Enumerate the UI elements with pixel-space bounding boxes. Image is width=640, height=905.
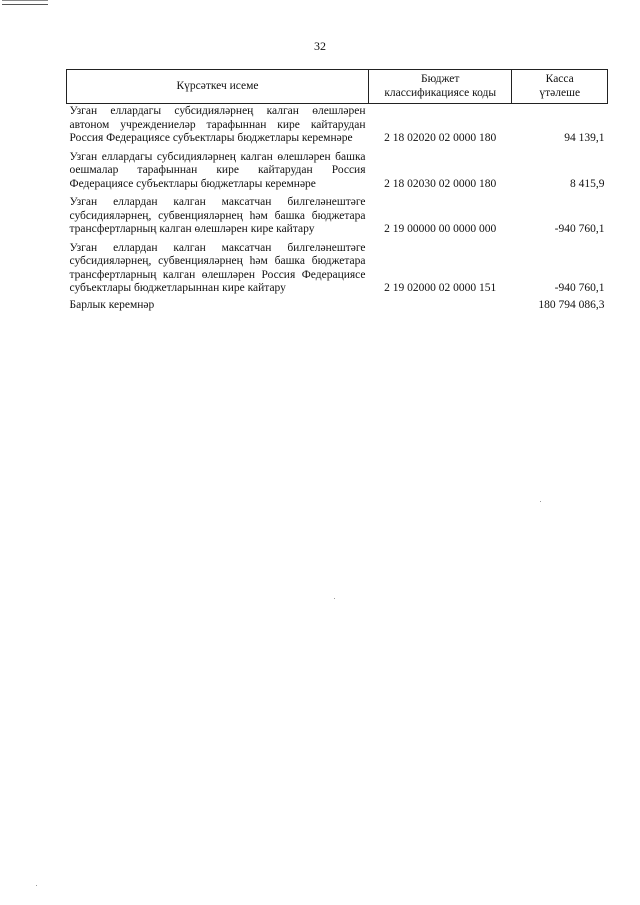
table-row	[67, 104, 608, 149]
table-header-row	[67, 70, 608, 104]
row-amount: 94 139,1	[564, 132, 605, 144]
row-indicator-name: Узган еллардан калган максатчан билгеләнештәге субсидияләрнең, субвенцияләрнең һәм башка бюджетара трансфертларның калган өлешләрен кире кайтару	[69, 196, 366, 235]
scan-corner-mark	[2, 0, 48, 5]
scan-speck	[36, 885, 37, 886]
row-indicator-name: Узган еллардагы субсидияләрнең калган өлешләрен башка оешмалар тарафыннан кире кайтарудан Россия Федерациясе субъектлары бюджетлары керемнәре	[69, 150, 366, 190]
header-cash-execution	[512, 70, 608, 104]
header-budget-code-line2: классификациясе коды	[384, 86, 497, 99]
table-row	[67, 149, 608, 195]
row-budget-code: 2 19 00000 00 0000 000	[384, 223, 497, 235]
total-label: Барлык керемнәр	[69, 298, 155, 311]
header-cash-execution-line2: үтәлеше	[539, 86, 581, 99]
header-budget-code	[369, 70, 512, 104]
row-indicator-name: Узган еллардагы субсидияләрнең калган өлешләрен автоном учреждениеләр тарафыннан кире кайтарудан Россия Федерациясе субъектлары бюджетлары керемнәре	[69, 105, 366, 144]
header-cash-execution-line1: Касса	[545, 73, 574, 85]
row-budget-code: 2 18 02030 02 0000 180	[384, 177, 497, 190]
row-budget-code: 2 19 02000 02 0000 151	[384, 282, 497, 294]
row-budget-code: 2 18 02020 02 0000 180	[384, 132, 497, 144]
table-row	[67, 240, 608, 299]
header-indicator-name-label: Күрсәткеч исеме	[176, 79, 259, 92]
total-code-empty	[369, 299, 512, 313]
budget-table	[66, 69, 608, 312]
page-number: 32	[314, 39, 326, 53]
header-indicator-name	[67, 70, 369, 104]
scan-speck	[334, 598, 335, 599]
scan-speck	[540, 501, 541, 502]
row-amount: -940 760,1	[554, 282, 605, 294]
row-indicator-name: Узган еллардан калган максатчан билгеләнештәге субсидияләрнең, субвенцияләрнең һәм башка бюджетара трансфертларның калган өлешләрен Россия Федерациясе субъектлары бюджетларыннан кире кайтару	[69, 241, 366, 294]
row-amount: -940 760,1	[554, 223, 605, 235]
row-amount: 8 415,9	[570, 177, 605, 190]
table-row	[67, 194, 608, 240]
header-budget-code-line1: Бюджет	[421, 73, 460, 85]
table-total-row	[67, 299, 608, 313]
total-amount: 180 794 086,3	[538, 298, 605, 311]
